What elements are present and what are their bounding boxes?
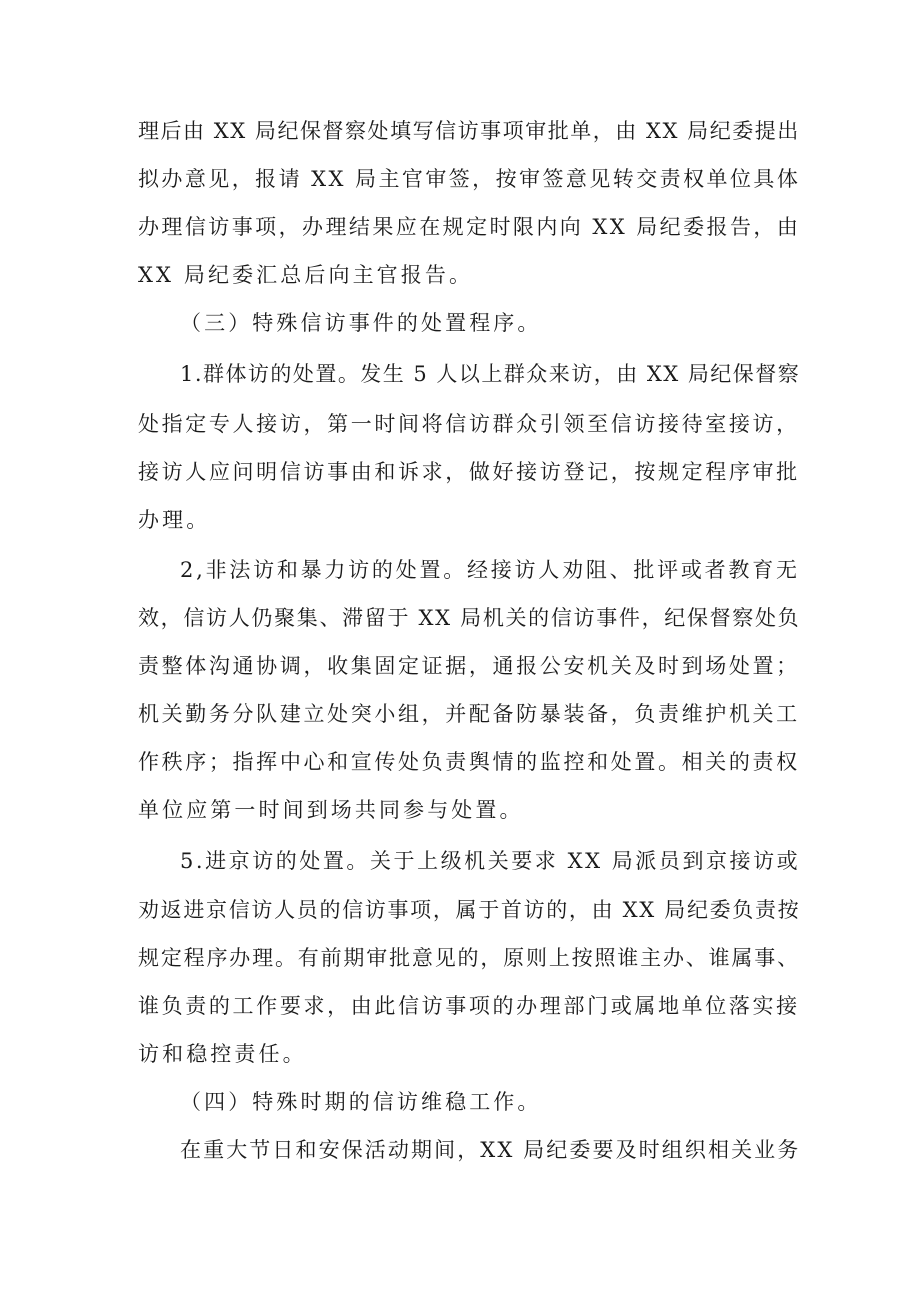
text-line: 作秩序；指挥中心和宣传处负责舆情的监控和处置。相关的责权: [138, 750, 800, 774]
text-line: 在重大节日和安保活动期间，XX 局纪委要及时组织相关业务: [180, 1138, 801, 1162]
text-line: 机关勤务分队建立处突小组，并配备防暴装备，负责维护机关工: [138, 702, 800, 726]
text-line: 效，信访人仍聚集、滞留于 XX 局机关的信访事件，纪保督察处负: [138, 606, 801, 630]
text-line: 理后由 XX 局纪保督察处填写信访事项审批单，由 XX 局纪委提出: [138, 119, 800, 143]
text-line: 拟办意见，报请 XX 局主官审签，按审签意见转交责权单位具体: [138, 167, 801, 191]
text-line: 单位应第一时间到场共同参与处置。: [138, 798, 524, 822]
text-line: 处指定专人接访，第一时间将信访群众引领至信访接待室接访，: [138, 412, 800, 436]
text-line: 规定程序办理。有前期审批意见的，原则上按照谁主办、谁属事、: [138, 946, 800, 970]
text-line: 5.进京访的处置。关于上级机关要求 XX 局派员到京接访或: [180, 849, 801, 873]
text-line: 办理。: [138, 508, 211, 532]
heading-text: （三）特殊信访事件的处置程序。: [180, 311, 542, 335]
text-line: 办理信访事项，办理结果应在规定时限内向 XX 局纪委报告，由: [138, 215, 801, 239]
text-line: 访和稳控责任。: [138, 1042, 307, 1066]
heading-text: （四）特殊时期的信访维稳工作。: [180, 1090, 542, 1114]
text-line: 责整体沟通协调，收集固定证据，通报公安机关及时到场处置；: [138, 654, 800, 678]
text-line: XX 局纪委汇总后向主官报告。: [138, 263, 474, 287]
text-line: 接访人应问明信访事由和诉求，做好接访登记，按规定程序审批: [138, 460, 800, 484]
text-line: 谁负责的工作要求，由此信访事项的办理部门或属地单位落实接: [138, 994, 800, 1018]
text-line: 劝返进京信访人员的信访事项，属于首访的，由 XX 局纪委负责按: [138, 898, 801, 922]
text-line: 1.群体访的处置。发生 5 人以上群众来访，由 XX 局纪保督察: [180, 362, 801, 386]
text-line: 2,非法访和暴力访的处置。经接访人劝阻、批评或者教育无: [180, 558, 800, 582]
